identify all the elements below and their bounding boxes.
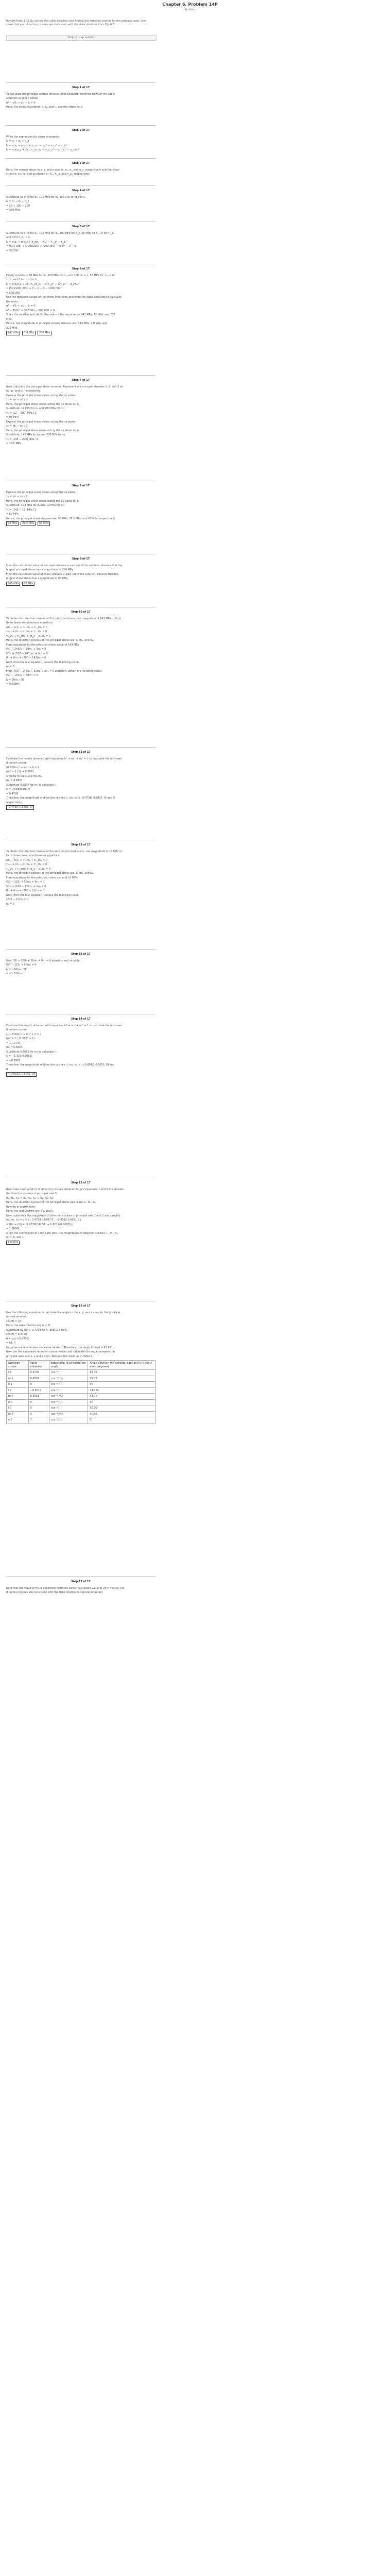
step-line: = 32,500: [6, 249, 19, 252]
solution-step: [6, 222, 156, 253]
table-cell: 61.72: [88, 1370, 156, 1376]
step-title: Step 13 of 17: [71, 953, 91, 956]
direction-cosine-table: [6, 1360, 156, 1423]
step-line: direction cosine.: [6, 1028, 28, 1031]
step-line: cos(θ) = lᵢ/1: [6, 1319, 22, 1323]
step-line: Substitute: 12 MPa for σ₂ and 200 MPa for σ₃.: [6, 407, 64, 410]
step-line: θ = cos⁻¹(0.4738): [6, 1337, 29, 1341]
step-line: = −1.316m₂: [6, 972, 23, 975]
step-divider: [6, 949, 156, 950]
step-divider: [6, 185, 156, 186]
table-row: [7, 1376, 156, 1382]
step-title: Step 17 of 17: [71, 1580, 91, 1583]
table-row: [7, 1370, 156, 1376]
step-line: direction cosine.: [6, 761, 28, 765]
step-line: I₃ = σₓσᵧσ_z + 2τₓᵧτᵧ_zτ_zₓ − σₓτᵧ_z² − σᵧτ_zₓ² − σ_zτₓᵧ²: [6, 282, 79, 286]
step-line: τ₂ = |143 − 200| MPa / 2: [6, 437, 39, 441]
table-cell: 0: [28, 1399, 49, 1405]
step-line: Negative value indicates clockwise rotation. Therefore, the angle formed is 61.69°.: [6, 1346, 113, 1349]
step-line: Form equations for the principal stress value of 143 MPa.: [6, 643, 80, 647]
step-line: 200 MPa.: [6, 326, 18, 330]
step-line: σ³ − 350σ² + 32,500σ − 500,000 = 0: [6, 309, 55, 312]
step-line: (l₃, m₃, n₃) = (l₁, m₁, n₁) × (l₂, m₂, n₂): [6, 1196, 54, 1200]
step-line: Here, the direction cosines of the principal stress are: l₂, m₂, and n₂.: [6, 872, 94, 875]
answer-box: 28.5 MPa: [21, 521, 36, 526]
table-header-row: [7, 1361, 156, 1370]
table-row: [7, 1394, 156, 1400]
table-cell: 0.8807: [28, 1376, 49, 1382]
step-line: To obtain the direction cosines of the second principal stress, use magnitude of 12 MPa to: [6, 850, 122, 853]
step-line: To calculate the principal normal stresses, first calculate the three roots of the cubic: [6, 92, 115, 96]
step-line: largest shear stress has a magnitude of 93 MPa.: [6, 577, 68, 580]
step-line: τ₁ = |12 − 200| MPa / 2: [6, 411, 37, 415]
step-line: Substitute 50 MPa for σₓ, 100 MPa for σᵧ, 200 MPa for σ_z, 50 MPa for τₓᵧ, 0 for τᵧ_z,: [6, 231, 114, 235]
step-line: normal stresses.: [6, 1315, 28, 1318]
step-line: σ³ − σ²I₁ + σI₂ − I₃ = 0: [6, 304, 36, 308]
step-title: Step 2 of 17: [72, 129, 90, 132]
solution-step: [6, 747, 156, 811]
step-line: τₓ_zl₂ + τᵧ_zm₂ + (σ_z − σ₂)n₂ = 0: [6, 867, 50, 871]
step-line: Rewrite in matrix form.: [6, 1205, 36, 1209]
step-line: is: 0, 0, and 1.: [6, 1236, 25, 1239]
step-line: and 0 for τ_zₓ in I₂.: [6, 236, 31, 239]
step-line: Substitute 62 for l₁, 0.4738 for l₁, and 118 for l₂.: [6, 1328, 68, 1332]
step-line: l₂ = −1.316(0.6051): [6, 1055, 32, 1058]
step-line: m₂ = 0.6051: [6, 1046, 23, 1049]
step-line: From: (50 − 143)l₁ + 50m₁ + 0n₁ = 0 equation, obtain the following result.: [6, 669, 102, 673]
step-title: Step 9 of 17: [72, 557, 90, 561]
solution-step: [6, 1014, 156, 1078]
step-line: 0l₂ + 0m₂ + (200 − 12)n₂ = 0: [6, 889, 45, 892]
step-title: Step 14 of 17: [71, 1018, 91, 1021]
step-title: Step 5 of 17: [72, 225, 90, 228]
table-cell: 28.28: [88, 1376, 156, 1382]
step-title: Step 11 of 17: [71, 751, 91, 754]
table-cell: l 1: [7, 1370, 29, 1376]
table-cell: cos⁻¹(l₃): [49, 1405, 88, 1412]
step-line: Since the coefficients of i and j are zero, the magnitudes of direction cosines: l₃, m₃, n₃: [6, 1231, 118, 1235]
step-line: Write the expression for stress invariants.: [6, 135, 60, 139]
answer-box: 67 MPa: [38, 521, 50, 526]
step-line: (50 − 12)l₂ + 50m₂ = 0: [6, 963, 37, 967]
answer-box: 200 MPa: [6, 582, 20, 586]
step-line: From the calculated value of principal stresses in part (a) of the solution, observe that the: [6, 564, 123, 567]
answer-box: 93 MPa: [22, 582, 34, 586]
step-line: Therefore, the magnitude of direction cosines l₂, m₂, n₂ is: (−0.8012, 0.6051, 0) and: [6, 1063, 115, 1066]
step-title: Step 10 of 17: [71, 611, 91, 614]
step-divider: [6, 747, 156, 748]
table-row: [7, 1411, 156, 1417]
step-line: (50 − 143)l₁ + 50m₁ = 0: [6, 674, 38, 677]
step-line: I₁ = σₓ + σᵧ + σ_z: [6, 200, 29, 203]
step-divider: [6, 125, 156, 126]
step-line: (−1.316m₂)² + m₂² + 0 = 1: [6, 1032, 42, 1036]
step-title: Step 3 of 17: [72, 162, 90, 165]
step-line: = 50 + 100 + 200: [6, 204, 30, 208]
step-line: Now use the calculated direction cosine values and calculate the angle between the: [6, 1350, 115, 1353]
step-line: τᵧ_z, and 0 for τ_zₓ in I₃.: [6, 278, 38, 281]
table-cell: n 1: [7, 1382, 29, 1388]
step-line: I₁ = σₓ + σᵧ + σ_z: [6, 140, 29, 143]
step-line: stress in xy, yz, and zx planes is: τₓᵧ, τᵧ_z, and τ_zₓ, respectively.: [6, 173, 91, 176]
table-cell: l 2: [7, 1387, 29, 1394]
answer-box: (−0.8012, 0.6051, 0): [6, 1072, 37, 1077]
answer-boxes: [6, 805, 156, 810]
step-line: (σₓ − σ₁)l₁ + τₓᵧm₁ + τₓ_zn₁ = 0: [6, 625, 48, 629]
step-title: Step 6 of 17: [72, 267, 90, 270]
step-line: = 500,000: [6, 291, 20, 295]
step-line: m₁² = 1 / (1 + 0.289): [6, 770, 34, 773]
table-header-cell: Direction cosine: [7, 1361, 29, 1370]
step-line: Express the principal shear stress acting the zx plane.: [6, 420, 76, 423]
step-line: 50l₂ + (100 − 12)m₂ + 0n₂ = 0: [6, 885, 46, 888]
step-line: respectively.: [6, 801, 23, 804]
step-line: Hence, the principal shear stresses are: 93 MPa, 28.5 MPa, and 67 MPa, respectively.: [6, 517, 115, 520]
table-row: [7, 1417, 156, 1423]
step-line: Therefore, the magnitude of direction cosines l₁, m₁, n₁ is: (0.4738, 0.8807, 0) and 0,: [6, 796, 116, 800]
step-line: the direction cosines of principal axis 3.: [6, 1192, 58, 1195]
step-line: (0.538m₁)² + m₁² + 0 = 1: [6, 766, 40, 769]
step-line: To obtain the direction cosines of first principal stress, use magnitude of 143 MPa to form: [6, 617, 122, 620]
step-line: Combine the results obtained with equation: l₂² + m₂² + n₂² = 1 to calculate the unknown: [6, 1024, 122, 1027]
solution-step: [6, 1178, 156, 1246]
step-line: (200 − 12)n₂ = 0: [6, 898, 28, 901]
step-line: = (50)(100)(200) + 0 − 0 − 0 − (200)(50)²: [6, 287, 62, 290]
step-line: Now, calculate the principal shear stresses. Represent the principal stresses 1, 2, and 3 as: [6, 385, 123, 388]
step-line: Here, the direction cosines of the principal stress axis 3 are: l₃, m₃, n₃.: [6, 1201, 97, 1204]
step-line: Hence, the magnitude of principal normal stresses are: 143 MPa, 7.0 MPa, and: [6, 322, 108, 325]
table-cell: 90: [88, 1382, 156, 1388]
answer-boxes: [6, 582, 156, 586]
step-line: the roots.: [6, 300, 19, 303]
step-title: Step 16 of 17: [71, 1304, 91, 1308]
step-line: Here, the direction cosines of the principal stress are: l₁, m₁, and n₁.: [6, 639, 94, 642]
step-line: Express the principal shear stress acting the yz plane.: [6, 394, 76, 397]
table-cell: 90: [88, 1399, 156, 1405]
table-row: [7, 1399, 156, 1405]
step-line: Substitute 50 MPa for σₓ, 100 MPa for σᵧ, and 200 for σ_z in I₁.: [6, 195, 87, 199]
solution-step: [6, 1577, 156, 1596]
step-line: Here, the stress invariants: I₁, I₂, and I₃, and the stress is: σ.: [6, 106, 83, 109]
page-title: Chapter 6, Problem 14P: [162, 2, 218, 7]
table-cell: 0: [28, 1405, 49, 1412]
step-title: Step 7 of 17: [72, 379, 90, 382]
table-cell: −0.8012: [28, 1387, 49, 1394]
solution-step: [6, 1301, 156, 1423]
table-cell: 1: [28, 1417, 49, 1423]
table-cell: cos⁻¹(m₁): [49, 1376, 88, 1382]
step-line: I₂ = σₓσᵧ + σᵧσ_z + σ_zσₓ − τₓᵧ² − τᵧ_z² − τ_zₓ²: [6, 240, 67, 244]
step-line: Here, the principal shear stress acting the xy plane is: τ₃.: [6, 499, 80, 503]
step-line: Here, the principal shear stress acting the yz plane is: τ₁.: [6, 402, 80, 406]
step-line: 0l₁ + 0m₁ + (200 − 143)n₁ = 0: [6, 656, 46, 659]
table-row: [7, 1382, 156, 1388]
table-cell: n 3: [7, 1417, 29, 1423]
table-cell: 0: [28, 1411, 49, 1417]
step-line: m₁ = 0.8807: [6, 779, 23, 782]
answer-box: 7.0 MPa: [22, 331, 36, 335]
step-line: Note that the value of m1 is consistent with the earlier calculated value of 28.4. Hence, the: [6, 1586, 125, 1590]
step-line: (50 − 12)l₂ + 50m₂ + 0n₂ = 0: [6, 880, 45, 884]
step-line: (50 − 143)l₁ + 50m₁ + 0n₁ = 0: [6, 648, 46, 651]
solution-step: [6, 264, 156, 336]
step-line: = 350 MPa: [6, 209, 21, 212]
step-line: Solve the relation and obtain the roots of the equation as 143 MPa, 12 MPa, and 200: [6, 313, 115, 316]
solution-step: [6, 840, 156, 907]
step-line: = 0.4738: [6, 792, 19, 795]
answer-box: 143 MPa: [6, 331, 20, 335]
step-line: principal axes and x, y and z axes. Tabulate the result as in Table 1.: [6, 1354, 93, 1358]
solution-step: [6, 185, 156, 213]
step-divider: [6, 82, 156, 83]
answer-box: 93 MPa: [6, 521, 19, 526]
step-line: m₂² = 1 / (1.316² + 1): [6, 1037, 35, 1040]
step-line: I₃ = σₓσᵧσ_z + 2τₓᵧτᵧ_zτ_zₓ − σₓτᵧ_z² − σᵧτ_zₓ² − σ_zτₓᵧ²: [6, 148, 79, 151]
step-line: Finally substitute 50 MPa for σₓ, 100 MPa for σᵧ, and 200 for σ_z, 50 MPa for τₓᵧ, 0 for: [6, 274, 116, 277]
step-line: Substitute: 143 MPa for σ₁ and 200 MPa for σ₃.: [6, 433, 66, 436]
step-title: Step 8 of 17: [72, 484, 90, 487]
solution-step: [6, 375, 156, 447]
step-line: direction cosines are consistent with the data rotation as calculated earlier.: [6, 1591, 103, 1594]
step-line: τₓᵧl₁ + (σᵧ − σ₁)m₁ + τᵧ_zn₁ = 0: [6, 630, 47, 633]
answer-box: 200 MPa: [38, 331, 51, 335]
problem-label: Problem: [184, 8, 196, 11]
step-line: σ₁, σ₂, and σ₃, respectively.: [6, 389, 41, 393]
step-line: Use the following equation to calculate the angle to the x, y, and z axes for the principal: [6, 1311, 120, 1314]
table-cell: cos⁻¹(n₁): [49, 1382, 88, 1388]
step-title: Step 15 of 17: [71, 1181, 91, 1184]
table-header-cell: Angle between the principal axes and x, y and z axes (degrees): [88, 1361, 156, 1370]
step-line: Here, the unit vectors are: i, j, and k.: [6, 1210, 54, 1213]
step-line: = 0.538m₁: [6, 683, 20, 686]
step-line: n₁ = 0: [6, 665, 14, 668]
step-line: form three linear simultaneous equations.: [6, 854, 61, 857]
table-cell: cos⁻¹(n₃): [49, 1417, 88, 1423]
table-cell: 90.00: [88, 1405, 156, 1412]
step-line: = 93 MPa: [6, 416, 19, 419]
table-cell: m 1: [7, 1376, 29, 1382]
table-row: [7, 1387, 156, 1394]
step-divider: [6, 375, 156, 376]
table-cell: cos⁻¹(m₂): [49, 1394, 88, 1400]
table-cell: 0.6051: [28, 1394, 49, 1400]
table-cell: l 3: [7, 1405, 29, 1412]
step-line: Here, the normal stress in x, y, and z axes is: σₓ, σᵧ, and σ_z, respectively and the shear: [6, 168, 120, 172]
solution-step: [6, 82, 156, 110]
step-line: τ₁ = |σ₂ − σ₃| / 2: [6, 398, 28, 401]
step-divider: [6, 158, 156, 159]
step-line: From the calculated value of shear stresses in part (b) of the solution, observe that the: [6, 572, 118, 576]
step-line: τₓᵧl₂ + (σᵧ − σ₂)m₂ + τᵧ_zn₂ = 0: [6, 863, 47, 866]
answer-boxes: [6, 331, 156, 335]
step-line: τ₃ = |143 − 12| MPa / 2: [6, 508, 37, 512]
step-line: Express the principal shear stress acting the xy plane.: [6, 490, 76, 494]
step-line: τ₂ = |σ₁ − σ₃| / 2: [6, 425, 28, 428]
table-cell: cos⁻¹(m₃): [49, 1411, 88, 1417]
answer-boxes: [6, 521, 156, 526]
step-line: = (50)(100) + (100)(200) + (200)(50) − (50)² − 0 − 0: [6, 245, 76, 248]
step-line: MPa.: [6, 317, 12, 321]
step-line: cos(θ) = 0.4738: [6, 1333, 27, 1336]
step-line: Substitute 0.8807 for m₁ to calculate l₁.: [6, 783, 58, 787]
step-line: τ₃ = |σ₁ − σ₂| / 2: [6, 495, 28, 498]
step-line: Substitute: 143 MPa for σ₁ and 12 MPa for σ₂.: [6, 504, 64, 507]
step-line: Simplify to calculate the m₁.: [6, 774, 43, 778]
step-line: Now, substitute the magnitude of direction cosines of principal axis 1 and 2 and simplify.: [6, 1214, 121, 1217]
step-line: σ³ − σ²I₁ + σI₂ − I₃ = 0: [6, 101, 36, 105]
step-title: Step 4 of 17: [72, 189, 90, 192]
step-title: Step 1 of 17: [72, 86, 90, 89]
solution-step: [6, 125, 156, 153]
step-line: Use: (50 − 12)l₂ + 50m₂ + 0n₂ = 0 equation and simplify.: [6, 959, 80, 962]
step-line: three linear simultaneous equations.: [6, 621, 54, 624]
answer-box: (0.4738, 0.8807, 0): [6, 805, 34, 810]
step-line: 50l₁ + (100 − 143)m₁ + 0n₁ = 0: [6, 652, 48, 655]
step-line: (l₃, m₃, n₃) = | i j k ; 0.4738 0.8807 0 ; −0.8012 0.6051 0 |: [6, 1218, 81, 1222]
table-header-cell: Expression to calculate the angle: [49, 1361, 88, 1370]
table-cell: 143.24: [88, 1387, 156, 1394]
step-line: l₂ = −50m₂ / 38: [6, 968, 27, 971]
step-line: = 61.7°: [6, 1342, 16, 1345]
solution-step: [6, 607, 156, 687]
step-line: Use the obtained values of the stress invariants and write the cubic equation to calculate: [6, 296, 122, 299]
step-line: I₂ = σₓσᵧ + σᵧσ_z + σ_zσₓ − τₓᵧ² − τᵧ_z² − τ_zₓ²: [6, 144, 67, 147]
step-line: l₁ = 0.538(0.8807): [6, 788, 30, 791]
solution-step: [6, 554, 156, 587]
table-cell: cos⁻¹(n₂): [49, 1399, 88, 1405]
step-line: Now, from the last equation, deduce the following result.: [6, 660, 80, 664]
solution-step: [6, 158, 156, 177]
step-line: = 1.0000k: [6, 1227, 20, 1230]
solution-step: [6, 481, 156, 527]
solution-step: [6, 949, 156, 977]
table-cell: cos⁻¹(l₁): [49, 1370, 88, 1376]
step-line: Now, from the last equation, deduce the following result.: [6, 893, 80, 897]
table-cell: m 3: [7, 1411, 29, 1417]
step-line: Form equations for the principal stress value of 12 MPa.: [6, 876, 78, 879]
table-cell: 0: [88, 1417, 156, 1423]
table-cell: 52.76: [88, 1394, 156, 1400]
table-cell: m 2: [7, 1394, 29, 1400]
table-header-cell: Value obtained: [28, 1361, 49, 1370]
step-line: 0.: [6, 1067, 9, 1071]
step-line: τₓ_zl₁ + τᵧ_zm₁ + (σ_z − σ₁)n₁ = 0: [6, 634, 50, 638]
table-cell: n 2: [7, 1399, 29, 1405]
step-line: = 1 / 2.731: [6, 1041, 21, 1045]
step-title: Step 12 of 17: [71, 843, 91, 846]
table-cell: cos⁻¹(l₂): [49, 1387, 88, 1394]
step-line: = 67 MPa: [6, 513, 19, 516]
table-cell: 0.4738: [28, 1370, 49, 1376]
step-line: = 28.5 MPa: [6, 442, 21, 445]
answer-box: 1.0000k: [6, 1241, 20, 1245]
table-cell: 0: [28, 1382, 49, 1388]
table-cell: 90.00: [88, 1411, 156, 1417]
step-line: = (0)i + (0)j + (0.4738(0.6051) + 0.8012(0.8807))k: [6, 1223, 73, 1226]
answer-boxes: [6, 1072, 156, 1077]
step-line: n₂ = 0: [6, 902, 14, 906]
step-line: Now, take cross product of direction cosines obtained for principal axis 1 and 2 to calculate: [6, 1188, 124, 1191]
step-line: equation as given below:: [6, 97, 39, 100]
problem-statement: Rework Prob. 6.11 by solving the cubic equation and finding the direction cosines for the principal axes. Also show that your direction cosines are consistent with the data rotations from Fig. 6.6.: [6, 20, 147, 26]
step-line: largest principal stress has a magnitude of 200 MPa.: [6, 568, 74, 571]
step-line: Combine the results obtained with equation: l₁² + m₁² + n₁² = 1 to calculate the unknown: [6, 757, 122, 760]
table-row: [7, 1405, 156, 1412]
step-line: l₁ = 50m₁ / 93: [6, 678, 25, 682]
step-line: Substitute 0.6051 for m₂ to calculate l₂.: [6, 1050, 58, 1054]
step-line: Here, the principal shear stress acting the zx plane is: τ₂.: [6, 429, 80, 432]
step-line: (σₓ − σ₂)l₂ + τₓᵧm₂ + τₓ_zn₂ = 0: [6, 858, 48, 862]
answer-boxes: [6, 1241, 156, 1245]
step-line: = −0.7963: [6, 1059, 21, 1062]
step-by-step-button[interactable]: Step-by-step solution: [6, 35, 157, 41]
step-line: Here, the axes rotation angle is: θ.: [6, 1324, 51, 1327]
